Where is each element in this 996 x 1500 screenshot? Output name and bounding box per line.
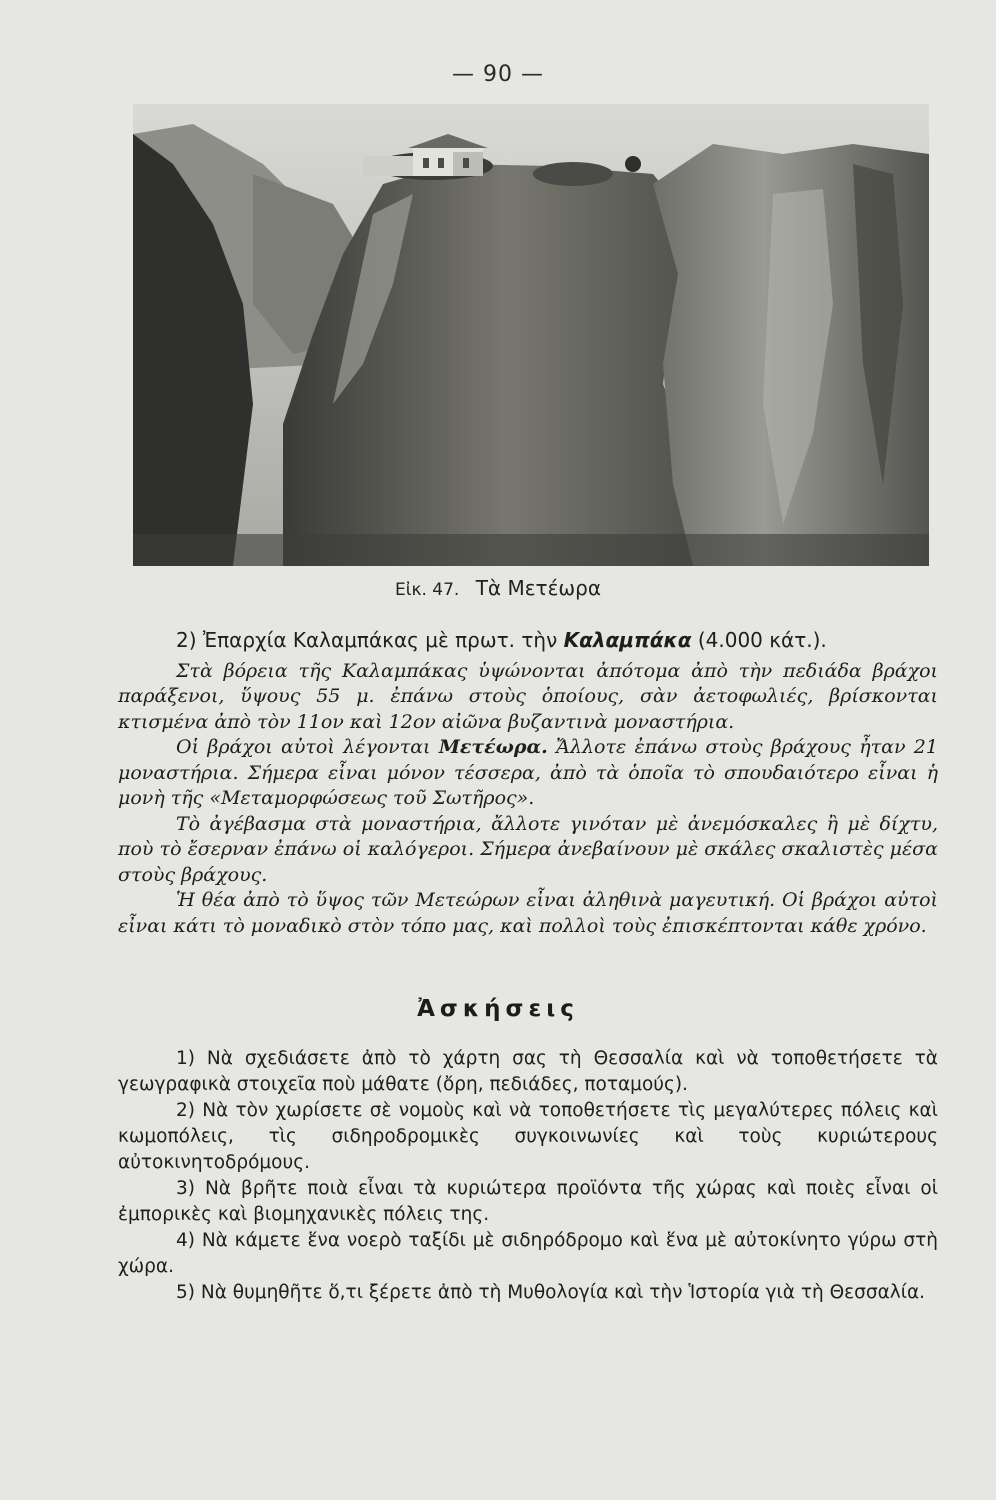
paragraph-3: Τὸ ἀγέβασμα στὰ μοναστήρια, ἄλλοτε γινόταν μὲ ἀνεμόσκαλες ἢ μὲ δίχτυ, ποὺ τὸ ἔσερναν ἐπάνω οἱ καλόγεροι. Σήμερα ἀνεβαίνουν μὲ σκάλες σκαλιστὲς μέσα στοὺς βράχους. bbox=[118, 812, 938, 886]
heading-town: Καλαμπάκα bbox=[563, 628, 692, 652]
page-number: — 90 — bbox=[452, 62, 544, 87]
exercise-item: 1) Νὰ σχεδιάσετε ἀπὸ τὸ χάρτη σας τὴ Θεσσαλία καὶ νὰ τοποθετήσετε τὰ γεωγραφικὰ στοιχεῖα ποὺ μάθατε (ὄρη, πεδιάδες, ποταμούς). bbox=[118, 1048, 938, 1095]
exercises-list bbox=[118, 1046, 938, 1306]
figure-title: Τὰ Μετέωρα bbox=[475, 576, 602, 600]
figure-caption bbox=[0, 576, 996, 600]
figure-number: Εἰκ. 47. bbox=[394, 580, 460, 600]
exercises-title: Ἀσκήσεις bbox=[417, 996, 579, 1022]
paragraph-1: Στὰ βόρεια τῆς Καλαμπάκας ὑψώνονται ἀπότομα ἀπὸ τὴν πεδιάδα βράχοι παράξενοι, ὕψους 55 μ. ἐπάνω στοὺς ὁποίους, σὰν ἀετοφωλιές, βρίσκονται κτισμένα ἀπὸ τὸν 11ον καὶ 12ον αἰῶνα βυζαντινὰ μοναστήρια. bbox=[118, 659, 938, 733]
exercise-item: 5) Νὰ θυμηθῆτε ὅ,τι ξέρετε ἀπὸ τὴ Μυθολογία καὶ τὴν Ἱστορία γιὰ τὴ Θεσσαλία. bbox=[176, 1282, 926, 1303]
section-body bbox=[118, 628, 938, 939]
heading-suffix: (4.000 κάτ.). bbox=[697, 628, 827, 652]
exercise-item: 3) Νὰ βρῆτε ποιὰ εἶναι τὰ κυριώτερα προϊόντα τῆς χώρας καὶ ποιὲς εἶναι οἱ ἐμπορικὲς καὶ βιομηχανικὲς πόλεις της. bbox=[118, 1178, 938, 1225]
paragraph-2-start: Οἱ βράχοι αὐτοὶ λέγονται bbox=[176, 736, 431, 758]
section-heading bbox=[118, 628, 938, 654]
paragraph-2-end: Ἄλλοτε ἐπάνω στοὺς βράχους ἦταν 21 μοναστήρια. Σήμερα εἶναι μόνον τέσσερα, ἀπὸ τὰ ὁποῖα τὸ σπουδαιότερο εἶναι ἡ μονὴ τῆς «Μεταμορφώσεως τοῦ Σωτῆρος». bbox=[118, 736, 938, 809]
exercise-item: 4) Νὰ κάμετε ἕνα νοερὸ ταξίδι μὲ σιδηρόδρομο καὶ ἕνα μὲ αὐτοκίνητο γύρω στὴ χώρα. bbox=[118, 1230, 938, 1277]
paragraph-4: Ἡ θέα ἀπὸ τὸ ὕψος τῶν Μετεώρων εἶναι ἀληθινὰ μαγευτική. Οἱ βράχοι αὐτοὶ εἶναι κάτι τὸ μοναδικὸ στὸν τόπο μας, καὶ πολλοὶ τοὺς ἐπισκέπτονται κάθε χρόνο. bbox=[118, 889, 938, 937]
heading-prefix: 2) Ἐπαρχία Καλαμπάκας μὲ πρωτ. τὴν bbox=[176, 628, 558, 652]
exercise-item: 2) Νὰ τὸν χωρίσετε σὲ νομοὺς καὶ νὰ τοποθετήσετε τὶς μεγαλύτερες πόλεις καὶ κωμοπόλεις, τὶς σιδηροδρομικὲς συγκοινωνίες καὶ τοὺς κυριώτερους αὐτοκινητοδρόμους. bbox=[118, 1100, 938, 1173]
paragraph-2-bold: Μετέωρα. bbox=[438, 736, 548, 758]
meteora-photo bbox=[133, 104, 929, 566]
paragraph-2 bbox=[118, 735, 938, 812]
